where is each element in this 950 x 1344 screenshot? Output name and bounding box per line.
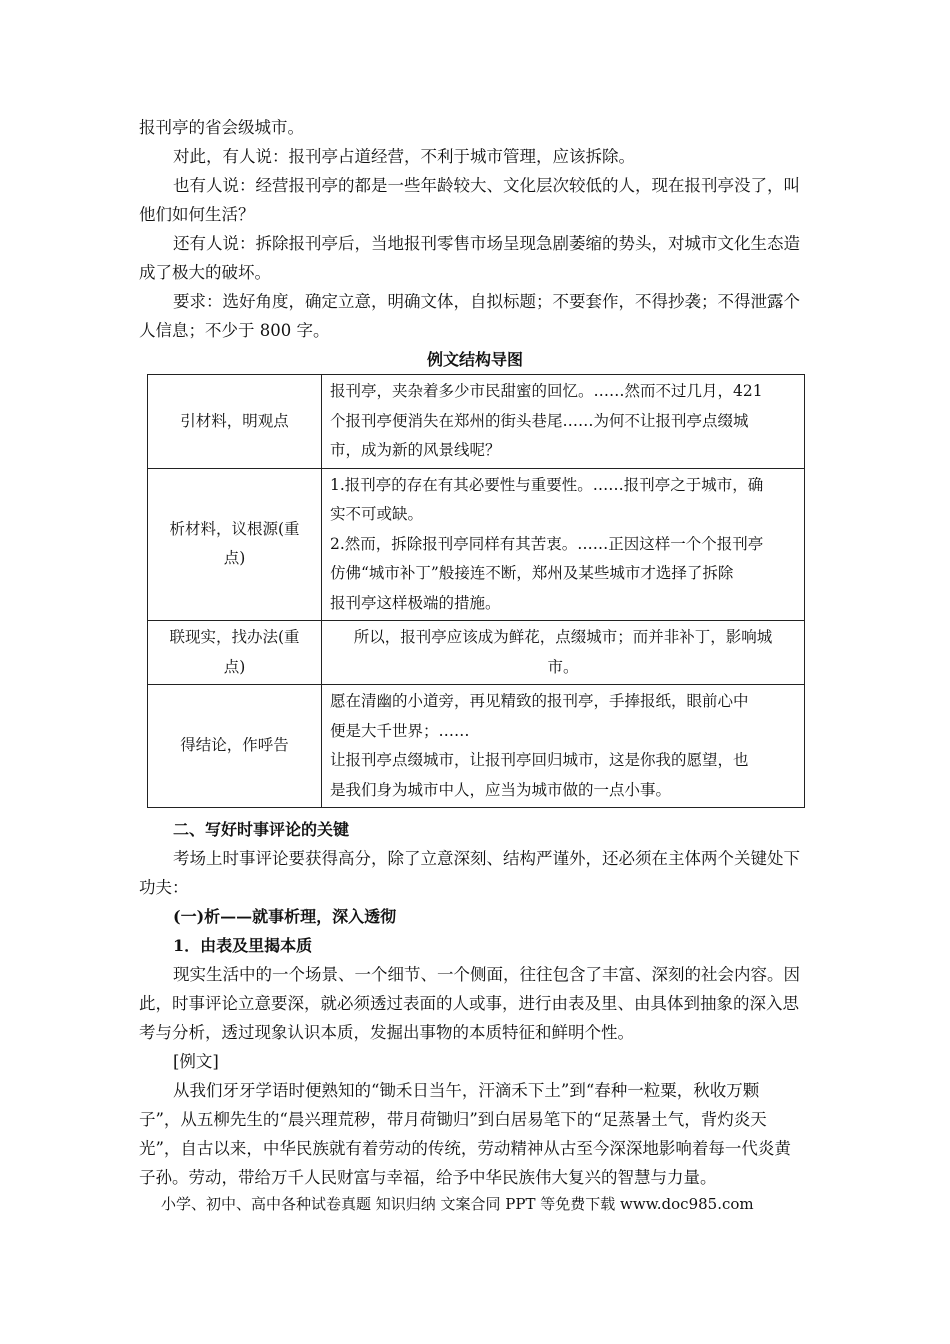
table-caption: 例文结构导图 — [426, 350, 523, 369]
text-line: 成了极大的破坏。 — [139, 263, 271, 282]
text-line: 考与分析，透过现象认识本质，发掘出事物的本质特征和鲜明个性。 — [139, 1023, 634, 1042]
row-content: 愿在清幽的小道旁，再见精致的报刊亭，手捧报纸，眼前心中 便是大千世界；…… 让报刊亭点缀城市，让报刊亭回归城市，这是你我的愿望，也 是我们身为城市中人，应当为城市做的一点小事。 — [322, 685, 805, 808]
text-line: 报刊亭的省会级城市。 — [139, 118, 304, 137]
section-heading: 二、写好时事评论的关键 — [173, 820, 350, 839]
row-content: 所以，报刊亭应该成为鲜花，点缀城市；而并非补丁，影响城 市。 — [322, 621, 805, 685]
subsection-heading: (一)析——就事析理，深入透彻 — [173, 907, 397, 926]
text-line: 子”，从五柳先生的“晨兴理荒秽，带月荷锄归”到白居易笔下的“足蒸暑土气，背灼炎天 — [139, 1110, 767, 1129]
text-line: 考场上时事评论要获得高分，除了立意深刻、结构严谨外，还必须在主体两个关键处下 — [173, 849, 800, 868]
table-row — [148, 468, 805, 621]
table-row — [148, 375, 805, 469]
text-line: 也有人说：经营报刊亭的都是一些年龄较大、文化层次较低的人，现在报刊亭没了，叫 — [173, 176, 800, 195]
text-line: 现实生活中的一个场景、一个细节、一个侧面，往往包含了丰富、深刻的社会内容。因 — [173, 965, 800, 984]
text-line: 从我们牙牙学语时便熟知的“锄禾日当午，汗滴禾下土”到“春种一粒粟，秋收万颗 — [173, 1081, 760, 1100]
row-label: 得结论，作呼告 — [148, 685, 322, 808]
text-line: 还有人说：拆除报刊亭后，当地报刊零售市场呈现急剧萎缩的势头，对城市文化生态造 — [173, 234, 800, 253]
text-line: 此，时事评论立意要深，就必须透过表面的人或事，进行由表及里、由具体到抽象的深入思 — [139, 994, 799, 1013]
row-label: 引材料，明观点 — [148, 375, 322, 469]
requirements-line: 人信息；不少于 800 字。 — [139, 321, 330, 340]
row-label: 联现实，找办法(重 点) — [148, 621, 322, 685]
row-content: 1.报刊亭的存在有其必要性与重要性。……报刊亭之于城市，确 实不可或缺。 2.然而，拆除报刊亭同样有其苦衷。……正因这样一个个报刊亭 仿佛“城市补丁”般接连不断，郑州及某些城市才选择了拆除 报刊亭这样极端的措施。 — [322, 468, 805, 621]
page-footer: 小学、初中、高中各种试卷真题 知识归纳 文案合同 PPT 等免费下载 www.doc985.com — [161, 1195, 754, 1213]
text-line: 子孙。劳动，带给万千人民财富与幸福，给予中华民族伟大复兴的智慧与力量。 — [139, 1168, 717, 1187]
table-row — [148, 685, 805, 808]
table-row — [148, 621, 805, 685]
text-line: 光”，自古以来，中华民族就有着劳动的传统，劳动精神从古至今深深地影响着每一代炎黄 — [139, 1139, 791, 1158]
text-line: 功夫： — [139, 878, 189, 897]
requirements-line: 要求：选好角度，确定立意，明确文体，自拟标题；不要套作，不得抄袭；不得泄露个 — [173, 292, 800, 311]
text-line: 对此，有人说：报刊亭占道经营，不利于城市管理，应该拆除。 — [173, 147, 635, 166]
text-line: 他们如何生活？ — [139, 205, 255, 224]
point-heading: 1．由表及里揭本质 — [173, 936, 313, 955]
row-content: 报刊亭，夹杂着多少市民甜蜜的回忆。……然而不过几月，421 个报刊亭便消失在郑州的街头巷尾……为何不让报刊亭点缀城 市，成为新的风景线呢？ — [322, 375, 805, 469]
example-tag: [例文] — [173, 1052, 219, 1071]
row-label: 析材料，议根源(重 点) — [148, 468, 322, 621]
structure-table — [147, 374, 805, 808]
